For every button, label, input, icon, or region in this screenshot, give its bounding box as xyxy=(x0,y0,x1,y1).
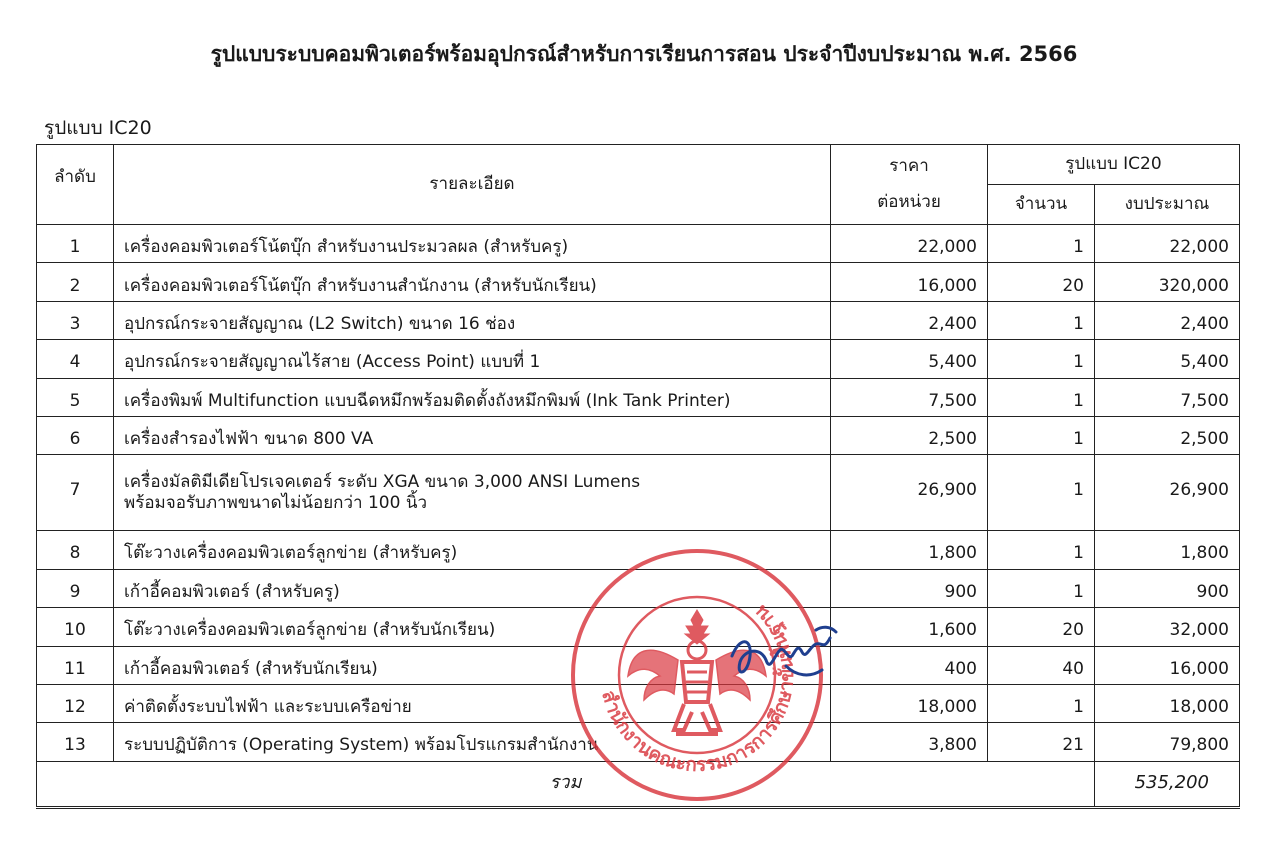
cell-budget: 320,000 xyxy=(1095,263,1240,301)
cell-desc xyxy=(114,263,831,301)
cell-desc-line: อุปกรณ์กระจายสัญญาณไร้สาย (Access Point) แบบที่ 1 xyxy=(124,352,541,373)
cell-desc-line: เก้าอี้คอมพิวเตอร์ (สำหรับนักเรียน) xyxy=(124,658,378,679)
cell-no: 7 xyxy=(37,455,114,531)
table-row xyxy=(37,225,1240,263)
cell-price: 1,600 xyxy=(831,608,988,646)
cell-budget: 16,000 xyxy=(1095,646,1240,684)
header-price-line1: ราคา xyxy=(889,156,929,177)
cell-desc-line: พร้อมจอรับภาพขนาดไม่น้อยกว่า 100 นิ้ว xyxy=(124,492,427,513)
cell-budget: 18,000 xyxy=(1095,684,1240,722)
cell-desc-line: ระบบปฏิบัติการ (Operating System) พร้อมโปรแกรมสำนักงาน xyxy=(124,735,599,756)
cell-no: 6 xyxy=(37,416,114,454)
items-table xyxy=(36,144,1240,809)
cell-no: 3 xyxy=(37,301,114,339)
cell-desc-line: โต๊ะวางเครื่องคอมพิวเตอร์ลูกข่าย (สำหรับนักเรียน) xyxy=(124,620,496,641)
cell-price: 2,500 xyxy=(831,416,988,454)
table-body xyxy=(37,225,1240,762)
cell-qty: 1 xyxy=(988,301,1095,339)
cell-qty: 1 xyxy=(988,416,1095,454)
cell-budget: 1,800 xyxy=(1095,531,1240,569)
document-subtitle: รูปแบบ IC20 xyxy=(44,117,152,139)
table-row xyxy=(37,263,1240,301)
cell-no: 5 xyxy=(37,378,114,416)
cell-desc xyxy=(114,723,831,761)
total-value: 535,200 xyxy=(1095,761,1240,807)
header-budget xyxy=(1095,185,1240,225)
cell-no: 10 xyxy=(37,608,114,646)
header-desc xyxy=(114,145,831,225)
cell-price: 2,400 xyxy=(831,301,988,339)
table-row xyxy=(37,531,1240,569)
cell-budget: 2,400 xyxy=(1095,301,1240,339)
total-row xyxy=(37,761,1240,807)
table-row xyxy=(37,340,1240,378)
header-price xyxy=(831,145,988,225)
cell-no: 1 xyxy=(37,225,114,263)
cell-qty: 20 xyxy=(988,263,1095,301)
cell-no: 11 xyxy=(37,646,114,684)
table-row xyxy=(37,684,1240,722)
cell-no: 4 xyxy=(37,340,114,378)
cell-no: 12 xyxy=(37,684,114,722)
header-no xyxy=(37,145,114,225)
cell-desc xyxy=(114,378,831,416)
cell-desc xyxy=(114,340,831,378)
table-row xyxy=(37,301,1240,339)
table-row xyxy=(37,646,1240,684)
header-no-label: ลำดับ xyxy=(54,166,96,187)
cell-price: 900 xyxy=(831,569,988,607)
cell-price: 18,000 xyxy=(831,684,988,722)
cell-desc xyxy=(114,416,831,454)
cell-qty: 1 xyxy=(988,225,1095,263)
cell-price: 5,400 xyxy=(831,340,988,378)
table-row xyxy=(37,608,1240,646)
cell-budget: 900 xyxy=(1095,569,1240,607)
cell-desc xyxy=(114,301,831,339)
cell-price: 7,500 xyxy=(831,378,988,416)
table-row xyxy=(37,723,1240,761)
cell-qty: 20 xyxy=(988,608,1095,646)
cell-no: 13 xyxy=(37,723,114,761)
cell-budget: 2,500 xyxy=(1095,416,1240,454)
cell-desc xyxy=(114,684,831,722)
cell-desc-line: ค่าติดตั้งระบบไฟฟ้า และระบบเครือข่าย xyxy=(124,697,412,718)
cell-price: 400 xyxy=(831,646,988,684)
cell-desc-line: เครื่องพิมพ์ Multifunction แบบฉีดหมึกพร้อมติดตั้งถังหมึกพิมพ์ (Ink Tank Printer) xyxy=(124,390,731,411)
cell-qty: 21 xyxy=(988,723,1095,761)
cell-budget: 7,500 xyxy=(1095,378,1240,416)
cell-desc-line: อุปกรณ์กระจายสัญญาณ (L2 Switch) ขนาด 16 ช่อง xyxy=(124,313,516,334)
table-row xyxy=(37,455,1240,531)
cell-desc xyxy=(114,225,831,263)
header-group-label: รูปแบบ IC20 xyxy=(1065,153,1162,174)
header-qty xyxy=(988,185,1095,225)
cell-desc-line: เก้าอี้คอมพิวเตอร์ (สำหรับครู) xyxy=(124,581,340,602)
cell-price: 22,000 xyxy=(831,225,988,263)
cell-budget: 5,400 xyxy=(1095,340,1240,378)
cell-desc-line: เครื่องคอมพิวเตอร์โน้ตบุ๊ก สำหรับงานประมวลผล (สำหรับครู) xyxy=(124,237,569,258)
header-price-line2: ต่อหน่วย xyxy=(877,191,941,212)
cell-budget: 79,800 xyxy=(1095,723,1240,761)
cell-qty: 1 xyxy=(988,684,1095,722)
total-label: รวม xyxy=(37,761,1095,807)
cell-qty: 1 xyxy=(988,531,1095,569)
cell-desc xyxy=(114,569,831,607)
seal-ring-textpath: สำนักงานคณะกรรมการการศึกษาขั้นพื้นฐาน xyxy=(597,600,799,777)
header-group xyxy=(988,145,1240,185)
cell-price: 3,800 xyxy=(831,723,988,761)
cell-desc xyxy=(114,531,831,569)
cell-price: 26,900 xyxy=(831,455,988,531)
table-row xyxy=(37,416,1240,454)
cell-no: 2 xyxy=(37,263,114,301)
cell-qty: 1 xyxy=(988,569,1095,607)
cell-desc xyxy=(114,455,831,531)
cell-price: 16,000 xyxy=(831,263,988,301)
cell-budget: 32,000 xyxy=(1095,608,1240,646)
cell-desc-line: โต๊ะวางเครื่องคอมพิวเตอร์ลูกข่าย (สำหรับครู) xyxy=(124,543,458,564)
cell-qty: 1 xyxy=(988,455,1095,531)
cell-budget: 22,000 xyxy=(1095,225,1240,263)
header-qty-label: จำนวน xyxy=(1014,193,1068,214)
cell-desc-line: เครื่องมัลติมีเดียโปรเจคเตอร์ ระดับ XGA ขนาด 3,000 ANSI Lumens xyxy=(124,471,641,492)
header-budget-label: งบประมาณ xyxy=(1124,193,1210,214)
cell-budget: 26,900 xyxy=(1095,455,1240,531)
cell-qty: 1 xyxy=(988,378,1095,416)
cell-desc-line: เครื่องสำรองไฟฟ้า ขนาด 800 VA xyxy=(124,429,374,450)
table-row xyxy=(37,378,1240,416)
cell-qty: 40 xyxy=(988,646,1095,684)
cell-desc xyxy=(114,646,831,684)
header-desc-label: รายละเอียด xyxy=(429,173,515,194)
cell-no: 8 xyxy=(37,531,114,569)
cell-qty: 1 xyxy=(988,340,1095,378)
cell-price: 1,800 xyxy=(831,531,988,569)
cell-desc xyxy=(114,608,831,646)
cell-desc-line: เครื่องคอมพิวเตอร์โน้ตบุ๊ก สำหรับงานสำนักงาน (สำหรับนักเรียน) xyxy=(124,275,597,296)
table-row xyxy=(37,569,1240,607)
document-title: รูปแบบระบบคอมพิวเตอร์พร้อมอุปกรณ์สำหรับการเรียนการสอน ประจำปีงบประมาณ พ.ศ. 2566 xyxy=(210,42,1078,66)
cell-no: 9 xyxy=(37,569,114,607)
